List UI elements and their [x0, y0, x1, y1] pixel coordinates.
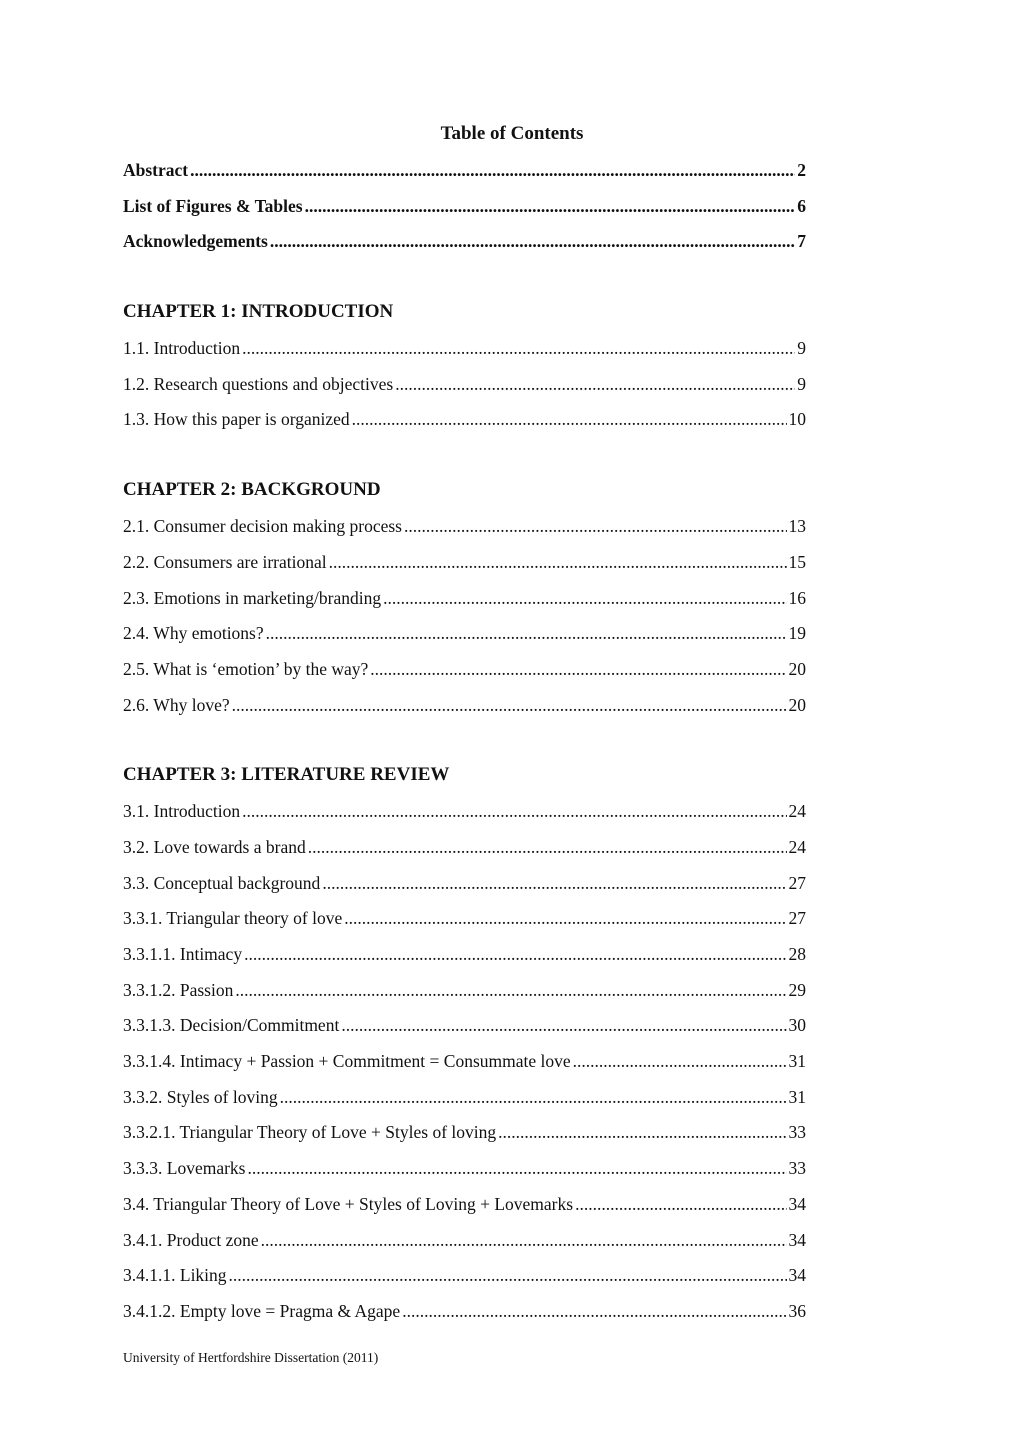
- toc-entry-label: 1.2. Research questions and objectives: [123, 373, 394, 394]
- toc-entry[interactable]: [123, 336, 806, 372]
- toc-entry-page: 2: [797, 160, 806, 180]
- toc-entry-page: 9: [797, 338, 806, 359]
- toc-entry-page: 9: [797, 373, 806, 394]
- dot-leader: [280, 1085, 787, 1109]
- toc-entry[interactable]: [123, 1049, 806, 1085]
- dot-leader: [498, 1120, 786, 1144]
- dot-leader: [247, 1156, 786, 1180]
- toc-entry-label: 1.3. How this paper is organized: [123, 409, 350, 430]
- toc-entry-page: 20: [788, 694, 806, 715]
- toc-entry-label: 3.4.1. Product zone: [123, 1229, 259, 1250]
- dot-leader: [242, 799, 786, 823]
- toc-entry-label: 3.3.3. Lovemarks: [123, 1158, 246, 1179]
- chapter-heading[interactable]: CHAPTER 2: BACKGROUND: [123, 479, 381, 501]
- toc-entry[interactable]: [123, 586, 806, 622]
- toc-entry-page: 6: [797, 195, 806, 216]
- toc-entry-acknowledgements[interactable]: [123, 229, 806, 265]
- toc-entry-label: 2.2. Consumers are irrational: [123, 551, 327, 572]
- dot-leader: [575, 1192, 786, 1216]
- dot-leader: [190, 158, 795, 182]
- dot-leader: [329, 550, 787, 574]
- toc-entry[interactable]: [123, 550, 806, 586]
- toc-entry[interactable]: [123, 372, 806, 408]
- chapter-1-group: [123, 300, 806, 443]
- dot-leader: [229, 1263, 787, 1287]
- dot-leader: [308, 835, 787, 859]
- toc-entry[interactable]: [123, 693, 806, 729]
- chapter-3-group: [123, 763, 806, 1334]
- dot-leader: [404, 514, 787, 538]
- toc-entry-label: 3.3.1.1. Intimacy: [123, 944, 243, 964]
- dot-leader: [270, 229, 795, 253]
- toc-entry-page: 19: [788, 623, 806, 644]
- toc-entry[interactable]: [123, 1156, 806, 1192]
- toc-entry-page: 31: [788, 1086, 806, 1107]
- dot-leader: [305, 194, 796, 218]
- toc-entry-label: 3.4. Triangular Theory of Love + Styles of Loving + Lovemarks: [123, 1193, 574, 1214]
- toc-entry-label: 3.3.1.4. Intimacy + Passion + Commitment = Consummate love: [123, 1051, 571, 1072]
- toc-entry-page: 36: [788, 1300, 806, 1321]
- toc-entry-page: 24: [788, 836, 806, 857]
- dot-leader: [573, 1049, 787, 1073]
- toc-entry-page: 34: [788, 1265, 806, 1286]
- toc-entry-page: 33: [788, 1158, 806, 1179]
- toc-entry-page: 20: [788, 658, 806, 679]
- toc-entry[interactable]: [123, 657, 806, 693]
- dot-leader: [244, 942, 786, 966]
- toc-entry-page: 15: [788, 551, 806, 572]
- toc-entry-page: 16: [788, 587, 806, 608]
- toc-entry-label: 3.1. Introduction: [123, 801, 241, 822]
- dot-leader: [266, 621, 787, 645]
- toc-entry-page: 10: [788, 409, 806, 430]
- dot-leader: [235, 978, 786, 1002]
- page-title: Table of Contents: [440, 123, 584, 144]
- toc-entry-label: 3.2. Love towards a brand: [123, 836, 306, 857]
- toc-entry-label: Abstract: [123, 160, 189, 180]
- toc-entry[interactable]: [123, 1228, 806, 1264]
- toc-entry-page: 13: [788, 516, 806, 537]
- toc-entry-page: 29: [788, 979, 806, 1000]
- toc-entry-label: 2.4. Why emotions?: [123, 623, 264, 644]
- toc-entry-label: 2.3. Emotions in marketing/branding: [123, 587, 382, 608]
- toc-entry[interactable]: [123, 1299, 806, 1335]
- dot-leader: [370, 657, 786, 681]
- chapter-heading[interactable]: CHAPTER 1: INTRODUCTION: [123, 301, 394, 323]
- chapter-heading[interactable]: CHAPTER 3: LITERATURE REVIEW: [123, 764, 450, 786]
- toc-entry-label: List of Figures & Tables: [123, 195, 303, 216]
- toc-entry-label: 3.3.1.2. Passion: [123, 979, 234, 1000]
- toc-entry-page: 24: [788, 801, 806, 822]
- toc-entry-label: Acknowledgements: [123, 231, 268, 252]
- toc-entry-abstract[interactable]: [123, 158, 806, 194]
- toc-entry-label: 3.3.2. Styles of loving: [123, 1086, 278, 1107]
- toc-entry[interactable]: [123, 799, 806, 835]
- toc-entry[interactable]: [123, 906, 806, 942]
- toc-entry-page: 27: [788, 908, 806, 929]
- toc-entry-label: 2.5. What is ‘emotion’ by the way?: [123, 658, 369, 679]
- toc-entry-page: 7: [797, 231, 806, 252]
- toc-entry-page: 34: [788, 1229, 806, 1250]
- page-footer: University of Hertfordshire Dissertation (2011): [123, 1350, 379, 1365]
- dot-leader: [352, 407, 787, 431]
- dot-leader: [344, 906, 786, 930]
- front-matter-group: [123, 158, 806, 265]
- toc-entry-label: 3.3.1. Triangular theory of love: [123, 908, 343, 929]
- toc-entry-label: 3.4.1.1. Liking: [123, 1265, 227, 1286]
- toc-entry-page: 27: [788, 872, 806, 893]
- toc-entry[interactable]: [123, 514, 806, 550]
- toc-entry-page: 33: [788, 1122, 806, 1143]
- toc-entry[interactable]: [123, 407, 806, 443]
- toc-entry-page: 31: [788, 1051, 806, 1072]
- table-of-contents: [123, 158, 806, 1335]
- toc-entry[interactable]: [123, 871, 806, 907]
- dot-leader: [242, 336, 795, 360]
- toc-entry-label: 3.3.1.3. Decision/Commitment: [123, 1015, 340, 1036]
- toc-entry-label: 2.1. Consumer decision making process: [123, 516, 402, 537]
- toc-entry[interactable]: [123, 978, 806, 1014]
- toc-entry-page: 30: [788, 1015, 806, 1036]
- dot-leader: [402, 1299, 786, 1323]
- toc-entry[interactable]: [123, 621, 806, 657]
- chapter-2-group: [123, 478, 806, 728]
- toc-entry-page: 28: [788, 944, 806, 964]
- toc-entry-list-of-figures[interactable]: [123, 194, 806, 230]
- toc-entry-page: 34: [788, 1193, 806, 1214]
- toc-entry-label: 2.6. Why love?: [123, 694, 230, 715]
- dot-leader: [261, 1228, 787, 1252]
- dot-leader: [322, 871, 786, 895]
- toc-entry[interactable]: [123, 1263, 806, 1299]
- dot-leader: [341, 1013, 786, 1037]
- dot-leader: [232, 693, 787, 717]
- toc-entry[interactable]: [123, 942, 806, 978]
- toc-entry-label: 1.1. Introduction: [123, 338, 241, 359]
- dot-leader: [383, 586, 786, 610]
- toc-entry[interactable]: [123, 1013, 806, 1049]
- toc-entry[interactable]: [123, 1192, 806, 1228]
- toc-entry-label: 3.3. Conceptual background: [123, 872, 321, 893]
- toc-entry[interactable]: [123, 1085, 806, 1121]
- toc-entry-label: 3.4.1.2. Empty love = Pragma & Agape: [123, 1300, 401, 1321]
- toc-entry[interactable]: [123, 835, 806, 871]
- dot-leader: [395, 372, 795, 396]
- toc-entry-label: 3.3.2.1. Triangular Theory of Love + Styles of loving: [123, 1122, 497, 1143]
- toc-entry[interactable]: [123, 1120, 806, 1156]
